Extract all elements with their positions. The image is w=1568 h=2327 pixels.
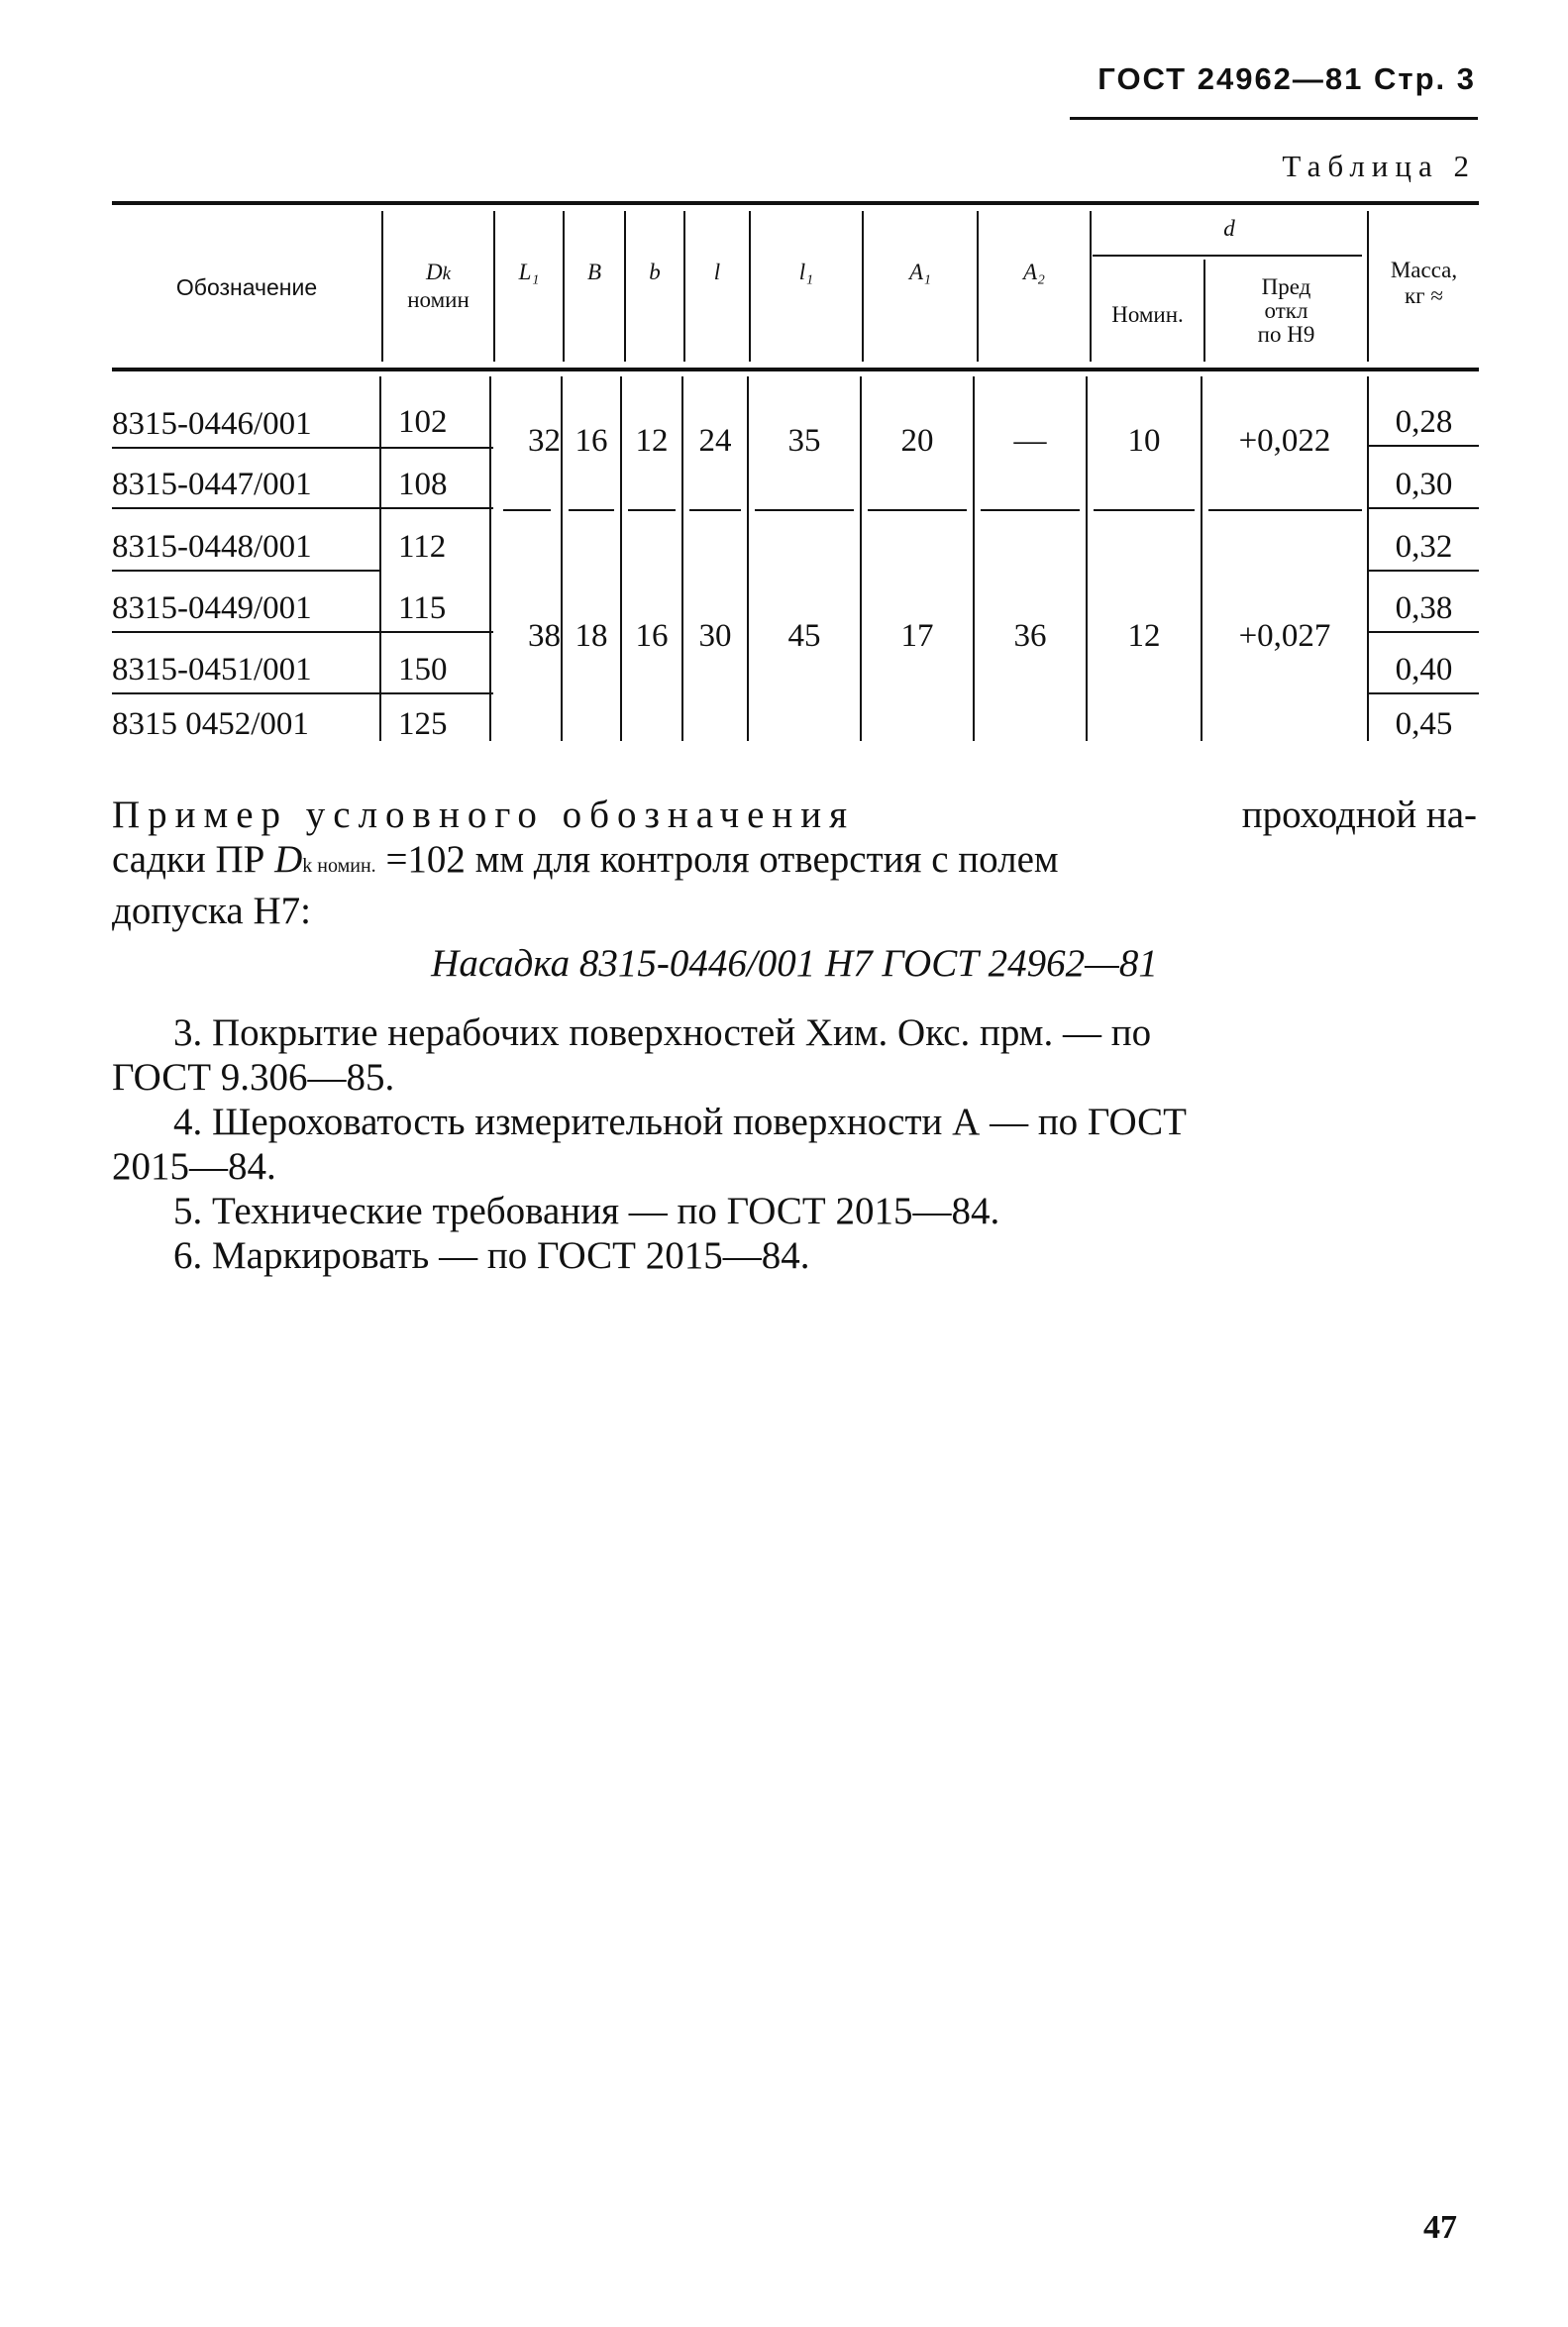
g2-d-deviation: +0,027 xyxy=(1238,618,1331,654)
g2-l: 30 xyxy=(698,618,732,654)
dk-cell: 115 xyxy=(398,590,447,626)
dk-cell: 108 xyxy=(398,467,448,502)
designation-example: Насадка 8315-0446/001 H7 ГОСТ 24962—81 xyxy=(431,942,1158,985)
designation-cell: 8315-0449/001 xyxy=(112,590,312,626)
mass-cell: 0,30 xyxy=(1395,467,1453,502)
dk-subscript: k xyxy=(442,264,452,284)
dk-symbol: D xyxy=(425,260,443,284)
header-d-nominal: Номин. xyxy=(1111,302,1184,327)
d-header-divider xyxy=(1093,255,1362,257)
row-line xyxy=(112,447,493,449)
example-paragraph: Пример условного обозначения проходной на- садки ПР Dk номин. =102 мм для контроля отверстия с полем допуска H7: xyxy=(112,793,1477,932)
table-caption: Таблица 2 xyxy=(1282,149,1476,183)
example-dk: D xyxy=(274,838,303,881)
header-mass: Масса, кг ≈ xyxy=(1390,258,1458,308)
g1-b: 12 xyxy=(635,423,669,459)
header-l: l xyxy=(713,260,721,284)
g1-L1: 32 xyxy=(528,423,561,459)
designation-cell: 8315-0446/001 xyxy=(112,406,312,442)
mass-line xyxy=(1367,445,1479,447)
row-line xyxy=(112,570,379,572)
mass-cell: 0,40 xyxy=(1395,652,1453,688)
header-dk xyxy=(383,260,493,313)
header-vline xyxy=(683,211,685,362)
group-divider xyxy=(628,509,676,511)
g2-d-nominal: 12 xyxy=(1127,618,1161,654)
page-number: 47 xyxy=(1423,2209,1457,2246)
g1-A2: — xyxy=(1013,423,1047,459)
mass-line xyxy=(1367,692,1479,694)
designation-cell: 8315 0452/001 xyxy=(112,706,309,742)
dk-nominal-label: номин xyxy=(407,287,470,312)
mass-line xyxy=(1367,507,1479,509)
row-line xyxy=(112,692,493,694)
mass-line xyxy=(1367,570,1479,572)
group-divider xyxy=(1094,509,1195,511)
dk-cell: 125 xyxy=(398,706,448,742)
designation-cell: 8315-0451/001 xyxy=(112,652,312,688)
table-top-border xyxy=(112,201,1479,205)
group-divider xyxy=(689,509,741,511)
mass-cell: 0,32 xyxy=(1395,529,1453,565)
dk-cell: 112 xyxy=(398,529,447,565)
example-lead: Пример условного обозначения xyxy=(112,793,856,836)
page-header: ГОСТ 24962—81 Стр. 3 xyxy=(1098,61,1476,96)
g1-A1: 20 xyxy=(900,423,934,459)
group-divider xyxy=(569,509,614,511)
header-b: b xyxy=(649,260,661,284)
g1-d-deviation: +0,022 xyxy=(1238,423,1331,459)
g2-l1: 45 xyxy=(787,618,821,654)
mass-cell: 0,38 xyxy=(1395,590,1453,626)
item-3: 3. Покрытие нерабочих поверхностей Хим. Окс. прм. — по xyxy=(173,1011,1152,1054)
group-divider xyxy=(981,509,1080,511)
header-bottom-border xyxy=(112,368,1479,371)
designation-cell: 8315-0447/001 xyxy=(112,467,312,502)
mass-line xyxy=(1367,631,1479,633)
items-list xyxy=(112,1010,1477,1278)
g2-A2: 36 xyxy=(1013,618,1047,654)
header-vline xyxy=(493,211,495,362)
item-4: 4. Шероховатость измерительной поверхности А — по ГОСТ xyxy=(173,1101,1187,1143)
header-L1: L₁ xyxy=(518,260,540,284)
g2-L1: 38 xyxy=(528,618,561,654)
dk-cell: 150 xyxy=(398,652,448,688)
item-3-cont: ГОСТ 9.306—85. xyxy=(112,1056,395,1099)
header-l1: l₁ xyxy=(798,260,814,284)
mass-cell: 0,45 xyxy=(1395,706,1453,742)
body-vline xyxy=(379,376,381,741)
header-vline xyxy=(977,211,979,362)
header-designation: Обозначение xyxy=(175,274,318,300)
g1-d-nominal: 10 xyxy=(1127,423,1161,459)
header-A1: A₁ xyxy=(908,260,932,284)
group-divider xyxy=(868,509,967,511)
row-line xyxy=(112,507,493,509)
mass-cell: 0,28 xyxy=(1395,404,1453,440)
header-vline xyxy=(624,211,626,362)
group-divider xyxy=(1208,509,1362,511)
g2-A1: 17 xyxy=(900,618,934,654)
group-divider xyxy=(755,509,854,511)
g1-l: 24 xyxy=(698,423,732,459)
g1-l1: 35 xyxy=(787,423,821,459)
group-divider xyxy=(503,509,551,511)
g2-b: 16 xyxy=(635,618,669,654)
header-vline xyxy=(563,211,565,362)
g1-B: 16 xyxy=(575,423,608,459)
item-4-cont: 2015—84. xyxy=(112,1145,276,1188)
header-A2: A₂ xyxy=(1022,260,1046,284)
example-rest: проходной на- xyxy=(1241,793,1477,836)
designation-cell: 8315-0448/001 xyxy=(112,529,312,565)
header-vline xyxy=(862,211,864,362)
item-5: 5. Технические требования — по ГОСТ 2015—84. xyxy=(173,1190,1000,1232)
g2-B: 18 xyxy=(575,618,608,654)
item-6: 6. Маркировать — по ГОСТ 2015—84. xyxy=(173,1234,810,1277)
header-vline xyxy=(749,211,751,362)
header-d-deviation: Пред откл по H9 xyxy=(1257,274,1315,347)
header-rule xyxy=(1070,117,1478,120)
header-B: B xyxy=(586,260,602,284)
header-d: d xyxy=(1223,216,1235,241)
row-line xyxy=(112,631,493,633)
dk-cell: 102 xyxy=(398,404,448,440)
